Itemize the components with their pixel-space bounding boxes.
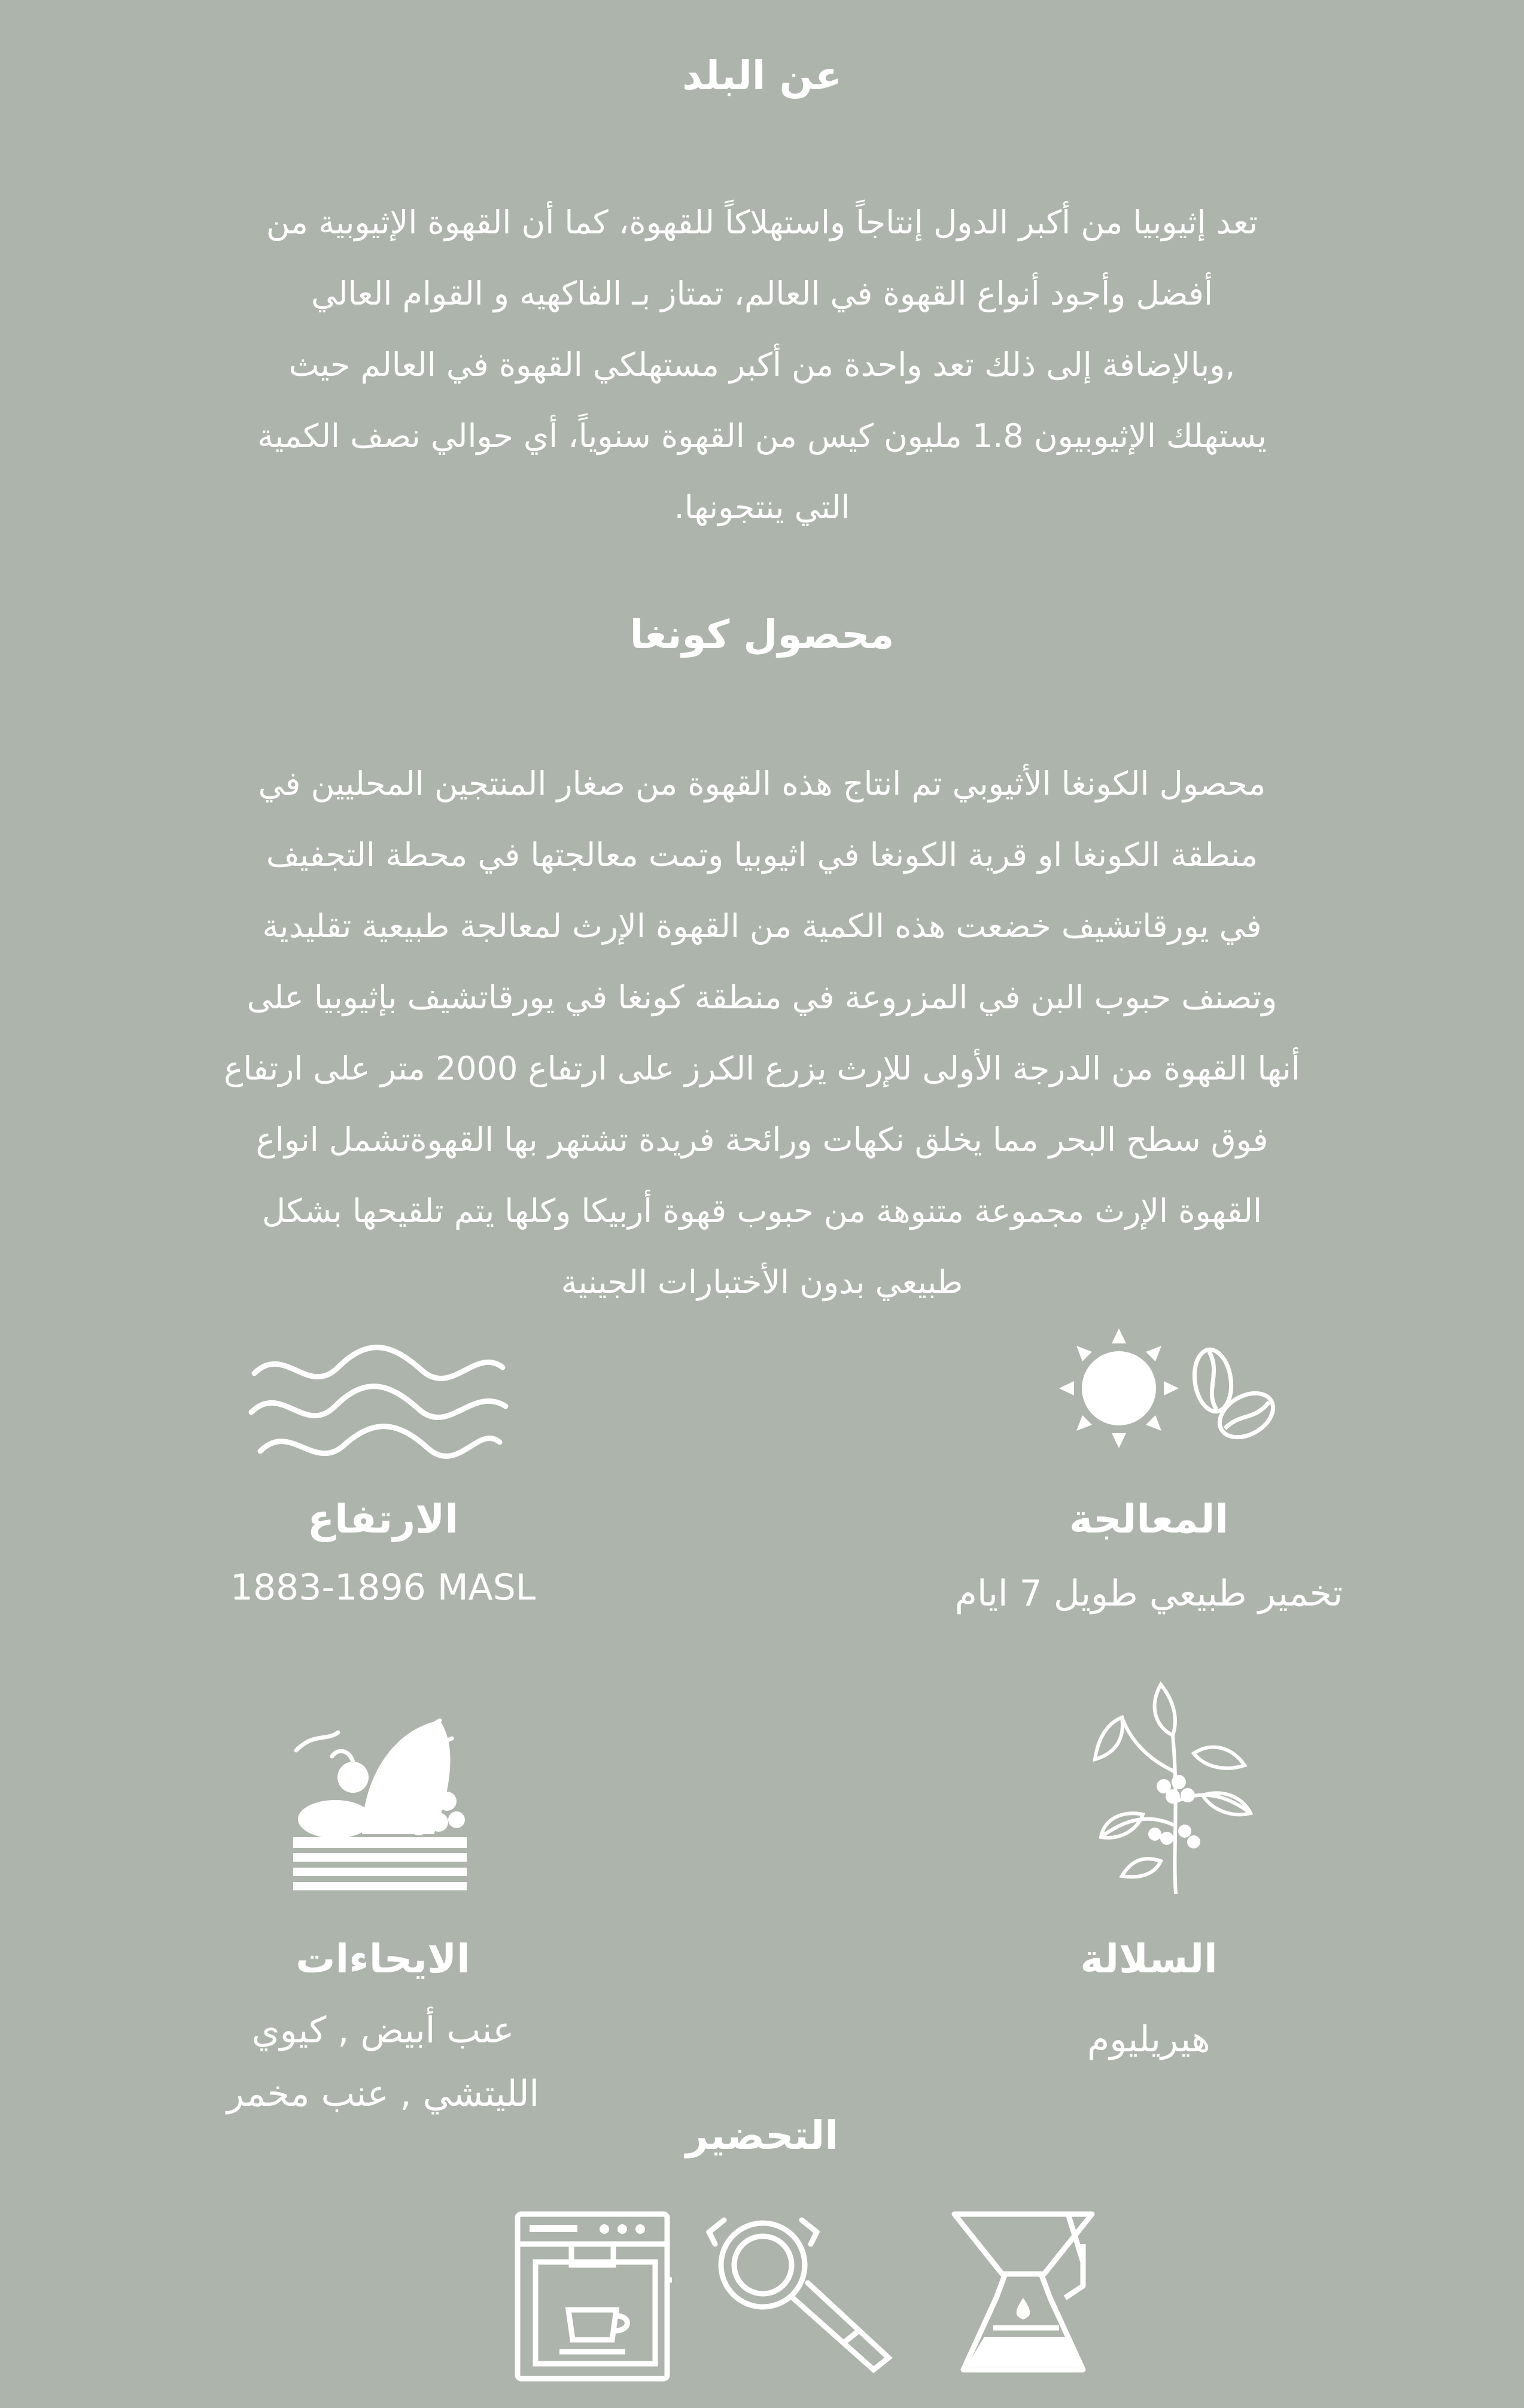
processing-value: تخمير طبيعي طويل 7 ايام bbox=[954, 1573, 1343, 1615]
variety-title: السلالة bbox=[1080, 1936, 1218, 1982]
crop-description bbox=[72, 748, 1452, 1318]
crop-line: في يورقاتشيف خضعت هذه الكمية من القهوة الإرث لمعالجة طبيعية تقليدية bbox=[262, 907, 1262, 945]
portafilter-icon bbox=[706, 2208, 898, 2382]
country-line: التي ينتجونها. bbox=[674, 488, 850, 526]
variety-value: هيريليوم bbox=[1087, 2018, 1210, 2060]
coffee-plant-icon bbox=[1089, 1682, 1263, 1897]
notes-title: الايحاءات bbox=[296, 1936, 470, 1982]
altitude-value: 1883-1896 MASL bbox=[230, 1567, 536, 1609]
crop-line: أنها القهوة من الدرجة الأولى للإرث يزرع الكرز على ارتفاع 2000 متر على ارتفاع bbox=[224, 1050, 1300, 1087]
crop-line: فوق سطح البحر مما يخلق نكهات ورائحة فريدة تشتهر بها القهوةتشمل انواع bbox=[255, 1121, 1269, 1159]
waves-icon bbox=[242, 1340, 512, 1466]
crop-line: القهوة الإرث مجموعة متنوهة من حبوب قهوة أربيكا وكلها يتم تلقيحها بشكل bbox=[261, 1192, 1263, 1230]
country-line: ,وبالإضافة إلى ذلك تعد واحدة من أكبر مستهلكي القهوة في العالم حيث bbox=[288, 346, 1236, 384]
processing-title: المعالجة bbox=[1069, 1496, 1229, 1542]
notes-values bbox=[114, 1999, 652, 2126]
sun-coffee-beans-icon bbox=[1056, 1325, 1283, 1451]
notes-line: الليتشي , عنب مخمر bbox=[226, 2073, 540, 2115]
espresso-machine-icon bbox=[512, 2208, 673, 2382]
brewing-title: التحضير bbox=[686, 2112, 838, 2158]
country-line: أفضل وأجود أنواع القهوة في العالم، تمتاز بـ الفاكهيه و القوام العالي bbox=[311, 275, 1213, 312]
pour-over-icon bbox=[948, 2208, 1104, 2382]
country-line: تعد إثيوبيا من أكبر الدول إنتاجاً واستهلاكاً للقهوة، كما أن القهوة الإثيوبية من bbox=[266, 203, 1258, 241]
crop-line: منطقة الكونغا او قرية الكونغا في اثيوبيا وتمت معالجتها في محطة التجفيف bbox=[266, 836, 1258, 874]
crop-line: وتصنف حبوب البن في المزروعة في منطقة كونغا في يورقاتشيف بإثيوبيا على bbox=[247, 978, 1277, 1016]
altitude-title: الارتفاع bbox=[308, 1496, 458, 1542]
country-title: عن البلد bbox=[682, 53, 842, 99]
country-line: يستهلك الإثيوبيون 1.8 مليون كيس من القهوة سنوياً، أي حوالي نصف الكمية bbox=[257, 417, 1267, 455]
crop-title: محصول كونغا bbox=[629, 612, 895, 658]
notes-line: عنب أبيض , كيوي bbox=[251, 2009, 515, 2051]
crop-line: طبيعي بدون الأختبارات الجينية bbox=[561, 1263, 963, 1301]
crop-line: محصول الكونغا الأثيوبي تم انتاج هذه القهوة من صغار المنتجين المحليين في bbox=[258, 765, 1266, 802]
fruit-basket-icon bbox=[290, 1714, 470, 1894]
country-description bbox=[72, 187, 1452, 543]
